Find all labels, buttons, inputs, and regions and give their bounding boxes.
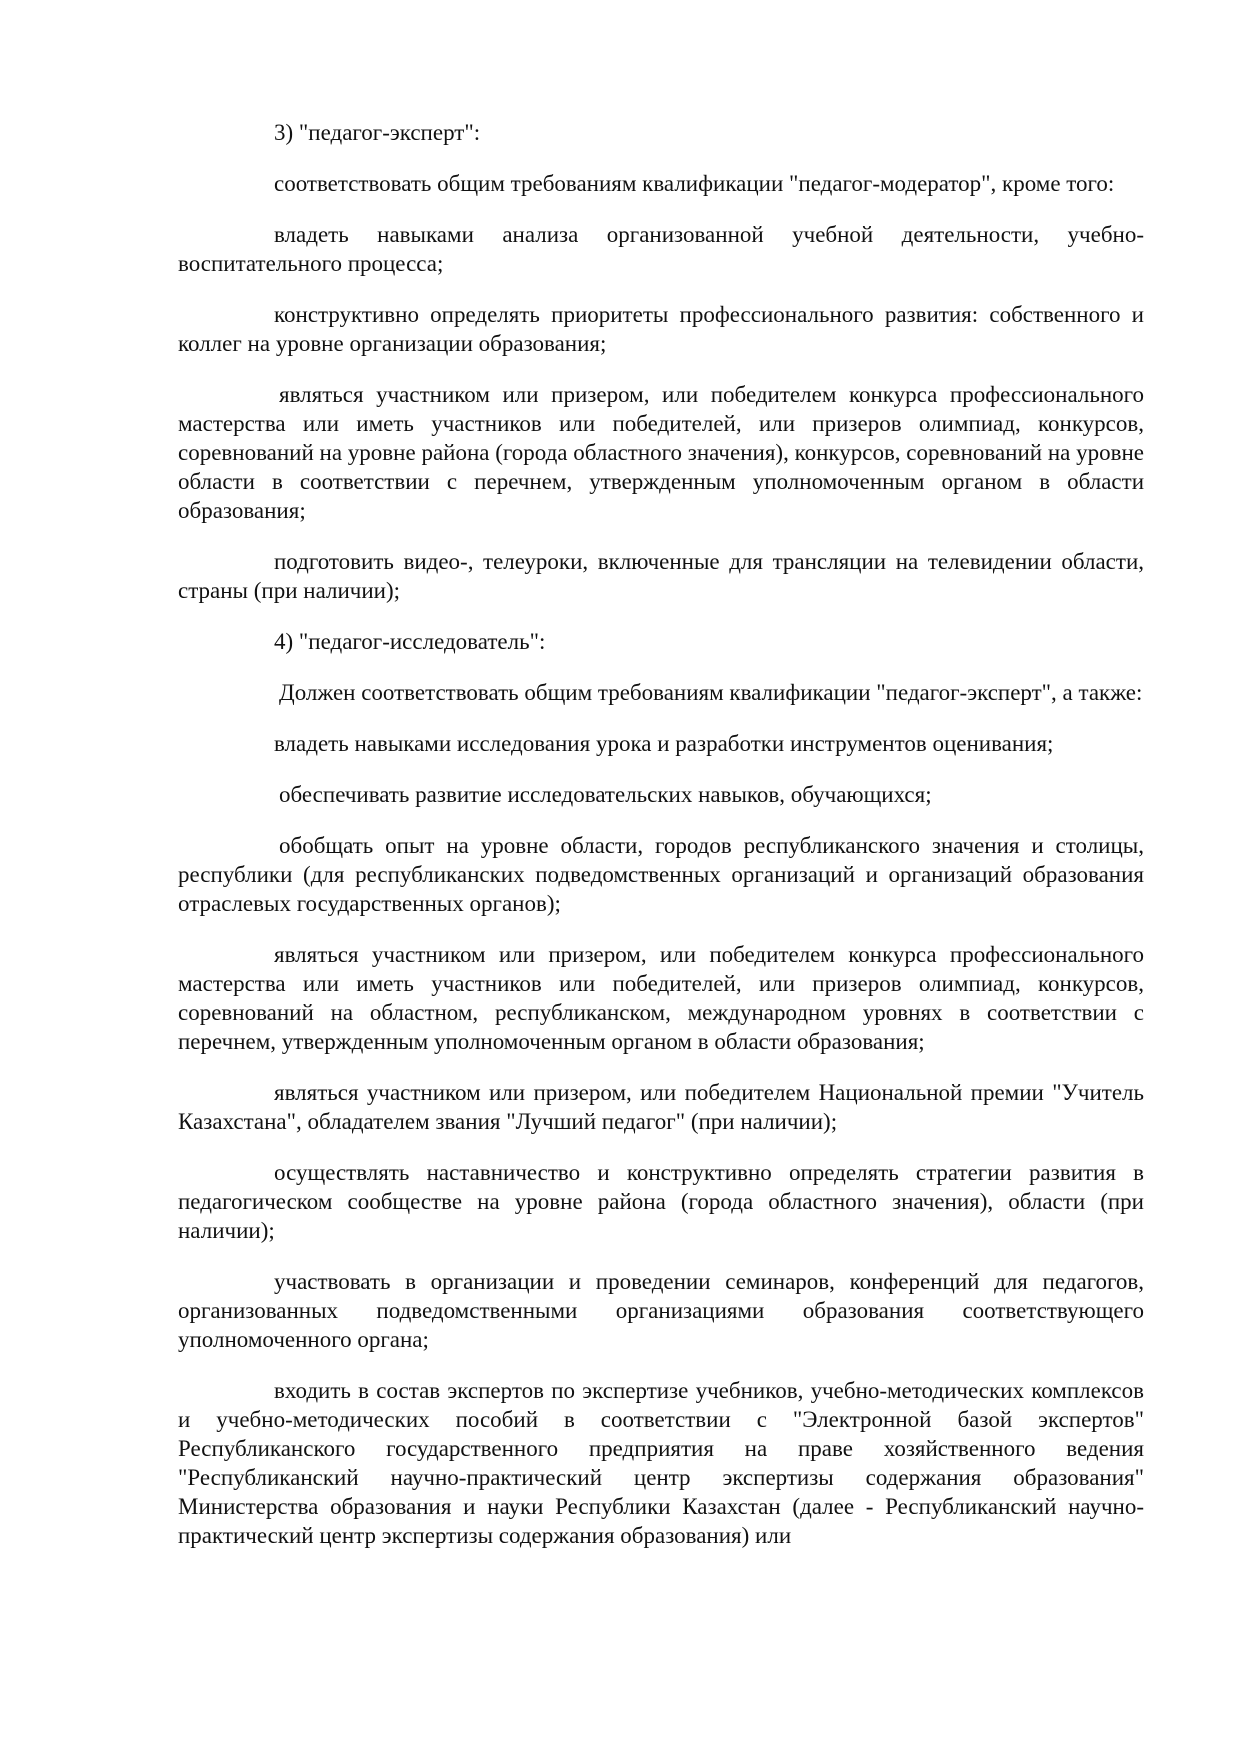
paragraph-requirement: Должен соответствовать общим требованиям квалификации "педагог-эксперт", а также:: [279, 680, 1143, 705]
paragraph-requirement: являться участником или призером, или победителем конкурса профессионального мастерства или иметь участников или победителей, или призеров олимпиад, конкурсов, соревнований на уровне района (города областного значения), конкурсов, соревнований на уровне области в соответствии с перечнем, утвержденным уполномоченным органом в области образования;: [178, 382, 1144, 523]
paragraph-level-3-heading: 3) "педагог-эксперт":: [274, 120, 481, 145]
paragraph-requirement: являться участником или призером, или победителем конкурса профессионального мастерства или иметь участников или победителей, или призеров олимпиад, конкурсов, соревнований на областном, республиканском, международном уровнях в соответствии с перечнем, утвержденным уполномоченным органом в области образования;: [178, 942, 1144, 1054]
paragraph-level-4-heading: 4) "педагог-исследователь":: [274, 629, 546, 654]
paragraph-requirement: являться участником или призером, или победителем Национальной премии "Учитель Казахстана", обладателем звания "Лучший педагог" (при наличии);: [178, 1080, 1144, 1134]
paragraph-requirement: подготовить видео-, телеуроки, включенные для трансляции на телевидении области, страны (при наличии);: [178, 549, 1144, 603]
paragraph-requirement: осуществлять наставничество и конструктивно определять стратегии развития в педагогическом сообществе на уровне района (города областного значения), области (при наличии);: [178, 1160, 1144, 1243]
paragraph-requirement: обобщать опыт на уровне области, городов республиканского значения и столицы, республики (для республиканских подведомственных организаций и организаций образования отраслевых государственных органов);: [178, 833, 1144, 916]
paragraph-requirement: соответствовать общим требованиям квалификации "педагог-модератор", кроме того:: [274, 171, 1115, 196]
paragraph-requirement: входить в состав экспертов по экспертизе учебников, учебно-методических комплексов и учебно-методических пособий в соответствии с "Электронной базой экспертов" Республиканского государственного предприятия на праве хозяйственного ведения "Республиканский научно-практический центр экспертизы содержания образования" Министерства образования и науки Республики Казахстан (далее - Республиканский научно-практический центр экспертизы содержания образования) или: [178, 1378, 1144, 1548]
paragraph-requirement: владеть навыками исследования урока и разработки инструментов оценивания;: [274, 731, 1054, 756]
paragraph-requirement: обеспечивать развитие исследовательских навыков, обучающихся;: [279, 782, 932, 807]
paragraph-requirement: конструктивно определять приоритеты профессионального развития: собственного и коллег на уровне организации образования;: [178, 302, 1144, 356]
paragraph-requirement: владеть навыками анализа организованной учебной деятельности, учебно-воспитательного процесса;: [178, 222, 1144, 276]
paragraph-requirement: участвовать в организации и проведении семинаров, конференций для педагогов, организованных подведомственными организациями образования соответствующего уполномоченного органа;: [178, 1269, 1144, 1352]
